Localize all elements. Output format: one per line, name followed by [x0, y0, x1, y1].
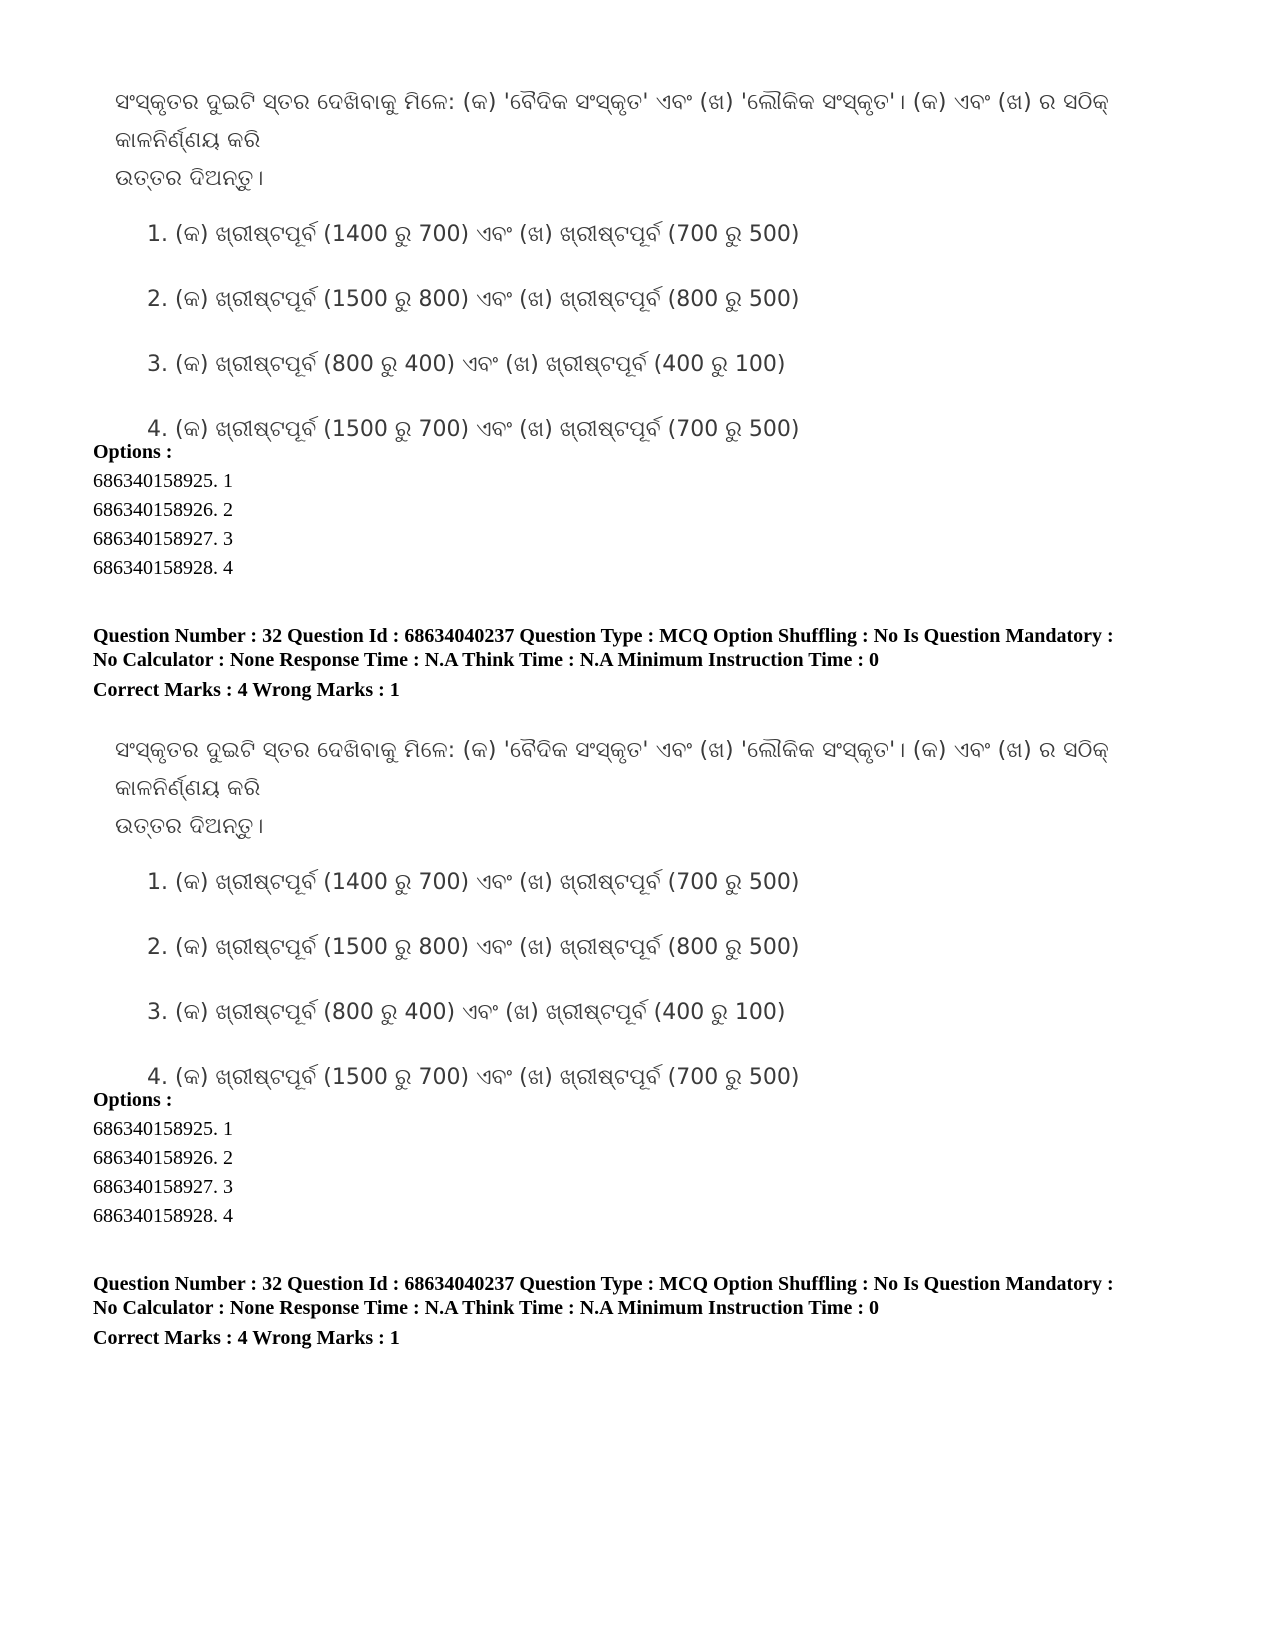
meta-line: Question Number : 32 Question Id : 68634040237 Question Type : MCQ Option Shuffling : No Is Question Mandatory : — [93, 625, 1114, 647]
option-line: 686340158927. 3 — [93, 1176, 233, 1198]
question-meta-1 — [93, 624, 1193, 705]
meta-line: Question Number : 32 Question Id : 68634040237 Question Type : MCQ Option Shuffling : No Is Question Mandatory : — [93, 1273, 1114, 1295]
choice-item: 4. (କ) ଖ୍ରୀଷ୍ଟପୂର୍ବ (1500 ରୁ 700) ଏବଂ (ଖ) ଖ୍ରୀଷ୍ଟପୂର୍ବ (700 ରୁ 500) — [147, 417, 800, 442]
options-title: Options : — [93, 1089, 173, 1111]
question-stem — [115, 84, 1175, 198]
option-line: 686340158928. 4 — [93, 557, 233, 579]
choice-item: 2. (କ) ଖ୍ରୀଷ୍ଟପୂର୍ବ (1500 ରୁ 800) ଏବଂ (ଖ) ଖ୍ରୀଷ୍ଟପୂର୍ବ (800 ରୁ 500) — [147, 287, 800, 312]
question-stem-line: ସଂସ୍କୃତର ଦୁଇଟି ସ୍ତର ଦେଖିବାକୁ ମିଳେ: (କ) 'ବୈଦିକ ସଂସ୍କୃତ' ଏବଂ (ଖ) 'ଲୌକିକ ସଂସ୍କୃତ'। (କ) ଏବଂ (ଖ) ର ସଠିକ୍ କାଳନିର୍ଣ୍ଣୟ କରି — [115, 90, 1109, 153]
options-section-1 — [93, 438, 1193, 583]
choice-item: 2. (କ) ଖ୍ରୀଷ୍ଟପୂର୍ବ (1500 ରୁ 800) ଏବଂ (ଖ) ଖ୍ରୀଷ୍ଟପୂର୍ବ (800 ରୁ 500) — [147, 935, 800, 960]
marks-line: Correct Marks : 4 Wrong Marks : 1 — [93, 679, 400, 701]
question-stem-line: ଉତ୍ତର ଦିଅନ୍ତୁ। — [115, 166, 264, 191]
options-title: Options : — [93, 441, 173, 463]
options-section-2 — [93, 1086, 1193, 1231]
option-line: 686340158925. 1 — [93, 470, 233, 492]
choice-item: 3. (କ) ଖ୍ରୀଷ୍ଟପୂର୍ବ (800 ରୁ 400) ଏବଂ (ଖ) ଖ୍ରୀଷ୍ଟପୂର୍ବ (400 ରୁ 100) — [147, 352, 786, 377]
choice-item: 3. (କ) ଖ୍ରୀଷ୍ଟପୂର୍ବ (800 ରୁ 400) ଏବଂ (ଖ) ଖ୍ରୀଷ୍ଟପୂର୍ବ (400 ରୁ 100) — [147, 1000, 786, 1025]
marks-line: Correct Marks : 4 Wrong Marks : 1 — [93, 1327, 400, 1349]
option-line: 686340158928. 4 — [93, 1205, 233, 1227]
choice-item: 4. (କ) ଖ୍ରୀଷ୍ଟପୂର୍ବ (1500 ରୁ 700) ଏବଂ (ଖ) ଖ୍ରୀଷ୍ଟପୂର୍ବ (700 ରୁ 500) — [147, 1065, 800, 1090]
question-meta-2 — [93, 1272, 1193, 1353]
question-stem-line: ସଂସ୍କୃତର ଦୁଇଟି ସ୍ତର ଦେଖିବାକୁ ମିଳେ: (କ) 'ବୈଦିକ ସଂସ୍କୃତ' ଏବଂ (ଖ) 'ଲୌକିକ ସଂସ୍କୃତ'। (କ) ଏବଂ (ଖ) ର ସଠିକ୍ କାଳନିର୍ଣ୍ଣୟ କରି — [115, 738, 1109, 801]
question-stem-line: ଉତ୍ତର ଦିଅନ୍ତୁ। — [115, 814, 264, 839]
option-line: 686340158927. 3 — [93, 528, 233, 550]
meta-line: No Calculator : None Response Time : N.A Think Time : N.A Minimum Instruction Time : 0 — [93, 1297, 879, 1319]
question-stem — [115, 732, 1175, 846]
meta-line: No Calculator : None Response Time : N.A Think Time : N.A Minimum Instruction Time : 0 — [93, 649, 879, 671]
question-image-2 — [115, 732, 1175, 1128]
choice-item: 1. (କ) ଖ୍ରୀଷ୍ଟପୂର୍ବ (1400 ରୁ 700) ଏବଂ (ଖ) ଖ୍ରୀଷ୍ଟପୂର୍ବ (700 ରୁ 500) — [147, 222, 800, 247]
choice-item: 1. (କ) ଖ୍ରୀଷ୍ଟପୂର୍ବ (1400 ରୁ 700) ଏବଂ (ଖ) ଖ୍ରୀଷ୍ଟପୂର୍ବ (700 ରୁ 500) — [147, 870, 800, 895]
question-image-1 — [115, 84, 1175, 480]
option-line: 686340158925. 1 — [93, 1118, 233, 1140]
option-line: 686340158926. 2 — [93, 499, 233, 521]
option-line: 686340158926. 2 — [93, 1147, 233, 1169]
